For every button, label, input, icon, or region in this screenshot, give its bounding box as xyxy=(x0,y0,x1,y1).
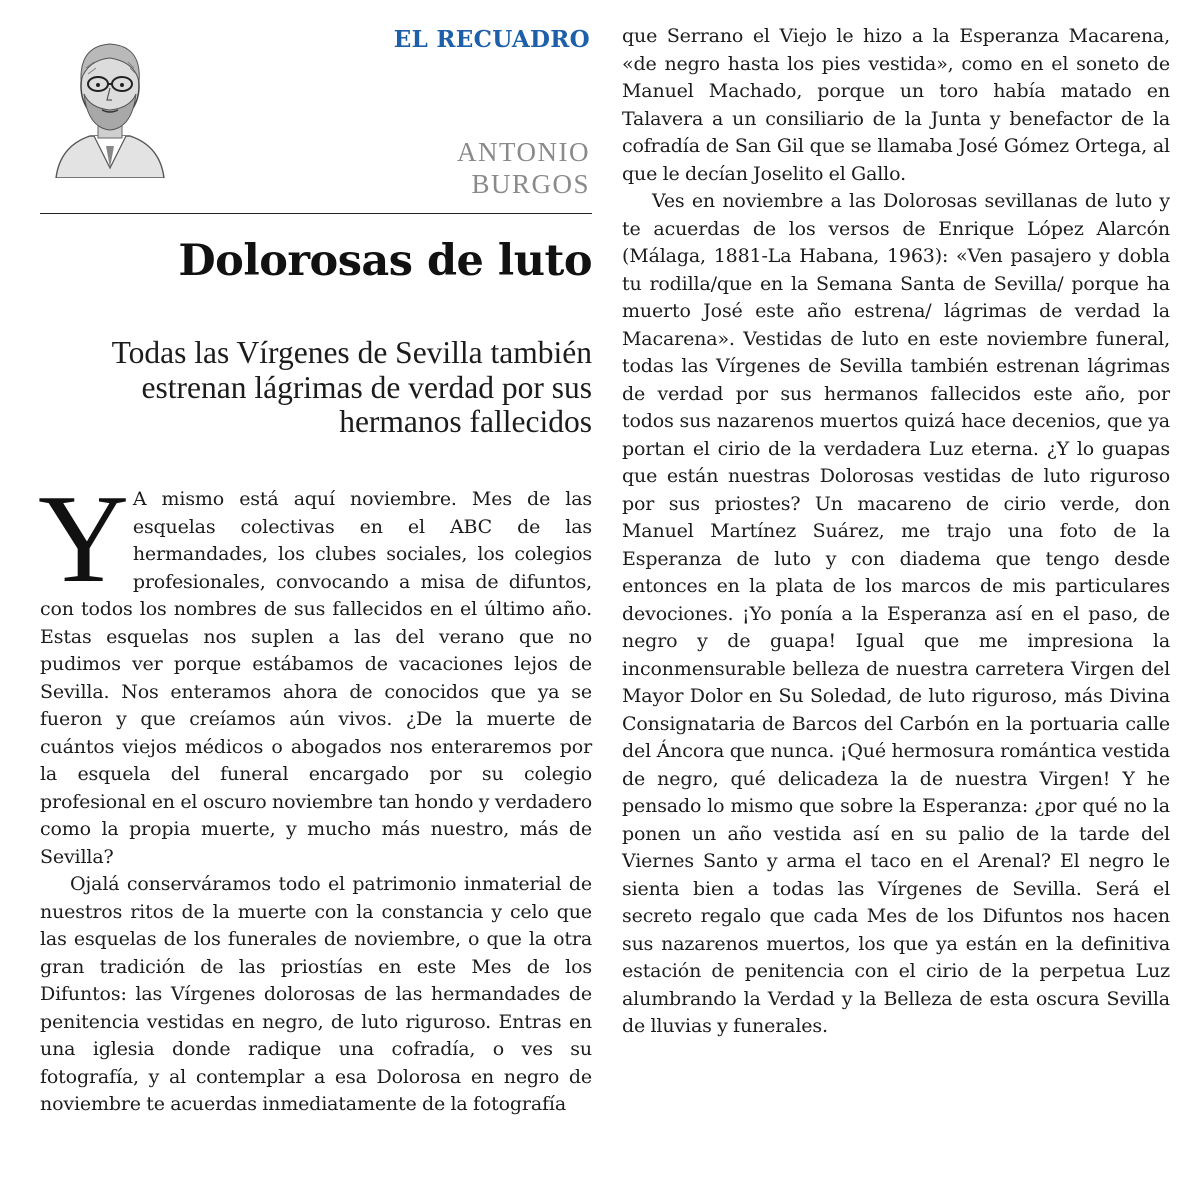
author-first-name: ANTONIO xyxy=(457,137,590,167)
article-column-1 xyxy=(38,470,592,1119)
author-portrait xyxy=(50,28,170,178)
paragraph: que Serrano el Viejo le hizo a la Esperanza Macarena, «de negro hasta los pies vestida», como en el soneto de Manuel Machado, porque un toro había matado en Talavera a un consiliario de la Junta y benefactor de la cofradía de San Gil que se llamaba José Gómez Ortega, al que le decían Joselito el Gallo. xyxy=(622,25,1170,185)
paragraph xyxy=(38,470,592,871)
author-byline xyxy=(300,136,590,200)
headline: Dolorosas de luto xyxy=(178,236,592,286)
drop-cap: Y xyxy=(38,470,129,609)
paragraph-text: A mismo está aquí noviembre. Mes de las esquelas colectivas en el ABC de las hermandades, los clubes sociales, los colegios profesionales, convocando a misa de difuntos, con todos los nombres de sus fallecidos en el último año. Estas esquelas nos suplen a las del verano que no pudimos ver porque estábamos de vacaciones lejos de Sevilla. Nos enteramos ahora de conocidos que ya se fueron y que creíamos aún vivos. ¿De la muerte de cuántos viejos médicos o abogados nos enteraremos por la esquela del funeral encargado por su colegio profesional en el oscuro noviembre tan hondo y verdadero como la propia muerte, y mucho más nuestro, más de Sevilla? xyxy=(40,488,592,868)
author-last-name: BURGOS xyxy=(471,169,590,199)
paragraph: Ojalá conserváramos todo el patrimonio inmaterial de nuestros ritos de la muerte con la constancia y celo que las esquelas de los funerales de noviembre, o que la otra gran tradición de las priostías en este Mes de los Difuntos: las Vírgenes dolorosas de las hermandades de penitencia vestidas en negro, de luto riguroso. Entras en una iglesia donde radique una cofradía, o ves su fotografía, y al contemplar a esa Dolorosa en negro de noviembre te acuerdas inmediatamente de la fotografía xyxy=(40,873,592,1115)
divider xyxy=(40,213,592,214)
section-label: EL RECUADRO xyxy=(393,26,590,53)
paragraph: Ves en noviembre a las Dolorosas sevillanas de luto y te acuerdas de los versos de Enrique López Alarcón (Málaga, 1881-La Habana, 1963): «Ven pasajero y dobla tu rodilla/que en la Semana Santa de Sevilla/ porque ha muerto José este año estrena/ lágrimas de verdad la Macarena». Vestidas de luto en este noviembre funeral, todas las Vírgenes de Sevilla también estrenan lágrimas de verdad por sus hermanos fallecidos este año, por todos sus nazarenos muertos quizá hace decenios, que ya portan el cirio de la verdadera Luz eterna. ¿Y lo guapas que están nuestras Dolorosas vestidas de luto riguroso por sus priostes? Un macareno de cirio verde, don Manuel Martínez Suárez, me trajo una foto de la Esperanza de luto y con diadema que tengo desde entonces en la plata de los marcos de mis particulares devociones. ¡Yo ponía a la Esperanza así en el paso, de negro y de guapa! Igual que me impresiona la inconmensurable belleza de nuestra carretera Virgen del Mayor Dolor en Su Soledad, de luto riguroso, más Divina Consignataria de Barcos del Carbón en la portuaria calle del Áncora que nunca. ¡Qué hermosura romántica vestida de negro, qué delicadeza la de nuestra Virgen! Y he pensado lo mismo que sobre la Esperanza: ¿por qué no la ponen un año vestida así en su palio de la tarde del Viernes Santo y arma el taco en el Arenal? El negro le sienta bien a todas las Vírgenes de Sevilla. Será el secreto regalo que cada Mes de los Difuntos nos hacen sus nazarenos muertos, los que ya están en la definitiva estación de penitencia con el cirio de la perpetua Luz alumbrando la Verdad y la Belleza de esta oscura Sevilla de lluvias y funerales. xyxy=(622,190,1170,1037)
article-column-2 xyxy=(622,23,1170,1041)
subheadline: Todas las Vírgenes de Sevilla también estrenan lágrimas de verdad por sus hermanos fallecidos xyxy=(111,335,592,439)
